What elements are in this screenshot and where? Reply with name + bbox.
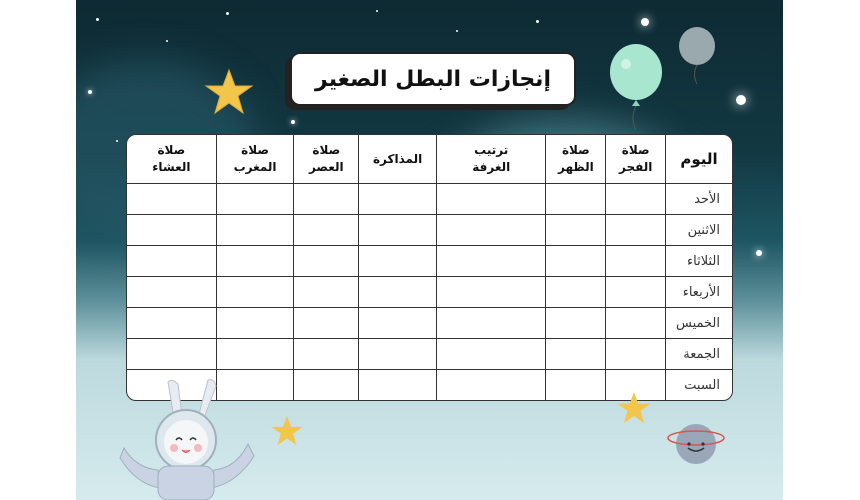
column-header-asr: صلاة العصر xyxy=(293,135,358,184)
weekly-schedule-table xyxy=(126,134,733,401)
checklist-cell[interactable] xyxy=(436,277,545,308)
column-header-dhuhr: صلاة الظهر xyxy=(545,135,605,184)
checklist-cell[interactable] xyxy=(436,184,545,215)
poster xyxy=(76,0,783,500)
title-card xyxy=(290,52,576,106)
checklist-cell[interactable] xyxy=(605,184,665,215)
checklist-cell[interactable] xyxy=(358,339,436,370)
checklist-cell[interactable] xyxy=(545,215,605,246)
checklist-cell[interactable] xyxy=(127,184,216,215)
table-row xyxy=(127,339,732,370)
checklist-cell[interactable] xyxy=(293,184,358,215)
checklist-cell[interactable] xyxy=(605,339,665,370)
day-label: الجمعة xyxy=(665,339,732,370)
checklist-cell[interactable] xyxy=(605,308,665,339)
table-row xyxy=(127,215,732,246)
day-label: الخميس xyxy=(665,308,732,339)
checklist-cell[interactable] xyxy=(358,246,436,277)
checklist-cell[interactable] xyxy=(127,339,216,370)
checklist-cell[interactable] xyxy=(127,277,216,308)
checklist-cell[interactable] xyxy=(545,308,605,339)
checklist-cell[interactable] xyxy=(358,184,436,215)
table-row xyxy=(127,308,732,339)
table-header-row xyxy=(127,135,732,184)
checklist-cell[interactable] xyxy=(216,308,294,339)
column-header-maghrib: صلاة المغرب xyxy=(216,135,294,184)
checklist-cell[interactable] xyxy=(545,339,605,370)
balloon-icon xyxy=(606,42,666,132)
checklist-cell[interactable] xyxy=(216,215,294,246)
checklist-cell[interactable] xyxy=(605,277,665,308)
column-header-room: ترتيب الغرفة xyxy=(436,135,545,184)
day-label: الاثنين xyxy=(665,215,732,246)
page-title: إنجازات البطل الصغير xyxy=(315,66,551,92)
checklist-cell[interactable] xyxy=(605,215,665,246)
column-header-study: المذاكرة xyxy=(358,135,436,184)
table-row xyxy=(127,246,732,277)
day-label: السبت xyxy=(665,370,732,400)
checklist-cell[interactable] xyxy=(127,246,216,277)
day-label: الأحد xyxy=(665,184,732,215)
checklist-cell[interactable] xyxy=(545,277,605,308)
planet-icon xyxy=(666,416,726,470)
checklist-cell[interactable] xyxy=(293,246,358,277)
checklist-cell[interactable] xyxy=(358,277,436,308)
checklist-cell[interactable] xyxy=(216,339,294,370)
star-icon xyxy=(270,414,304,448)
checklist-cell[interactable] xyxy=(293,308,358,339)
balloon-icon xyxy=(676,26,718,86)
table-row xyxy=(127,184,732,215)
checklist-cell[interactable] xyxy=(216,246,294,277)
star-icon xyxy=(616,390,652,426)
checklist-cell[interactable] xyxy=(605,246,665,277)
checklist-cell[interactable] xyxy=(358,215,436,246)
day-label: الأربعاء xyxy=(665,277,732,308)
checklist-cell[interactable] xyxy=(293,370,358,400)
checklist-cell[interactable] xyxy=(436,215,545,246)
checklist-cell[interactable] xyxy=(127,308,216,339)
checklist-cell[interactable] xyxy=(216,277,294,308)
day-label: الثلاثاء xyxy=(665,246,732,277)
column-header-isha: صلاة العشاء xyxy=(127,135,216,184)
checklist-cell[interactable] xyxy=(358,308,436,339)
checklist-cell[interactable] xyxy=(358,370,436,400)
column-header-fajr: صلاة الفجر xyxy=(605,135,665,184)
checklist-cell[interactable] xyxy=(436,370,545,400)
checklist-cell[interactable] xyxy=(436,308,545,339)
checklist-cell[interactable] xyxy=(293,215,358,246)
checklist-cell[interactable] xyxy=(545,246,605,277)
checklist-cell[interactable] xyxy=(545,184,605,215)
table-row xyxy=(127,277,732,308)
star-icon xyxy=(204,68,254,116)
column-header-day: اليوم xyxy=(665,135,732,184)
checklist-cell[interactable] xyxy=(545,370,605,400)
checklist-cell[interactable] xyxy=(293,277,358,308)
checklist-cell[interactable] xyxy=(436,339,545,370)
checklist-cell[interactable] xyxy=(293,339,358,370)
checklist-cell[interactable] xyxy=(127,215,216,246)
checklist-cell[interactable] xyxy=(216,184,294,215)
checklist-cell[interactable] xyxy=(436,246,545,277)
bunny-astronaut-icon xyxy=(116,378,256,500)
